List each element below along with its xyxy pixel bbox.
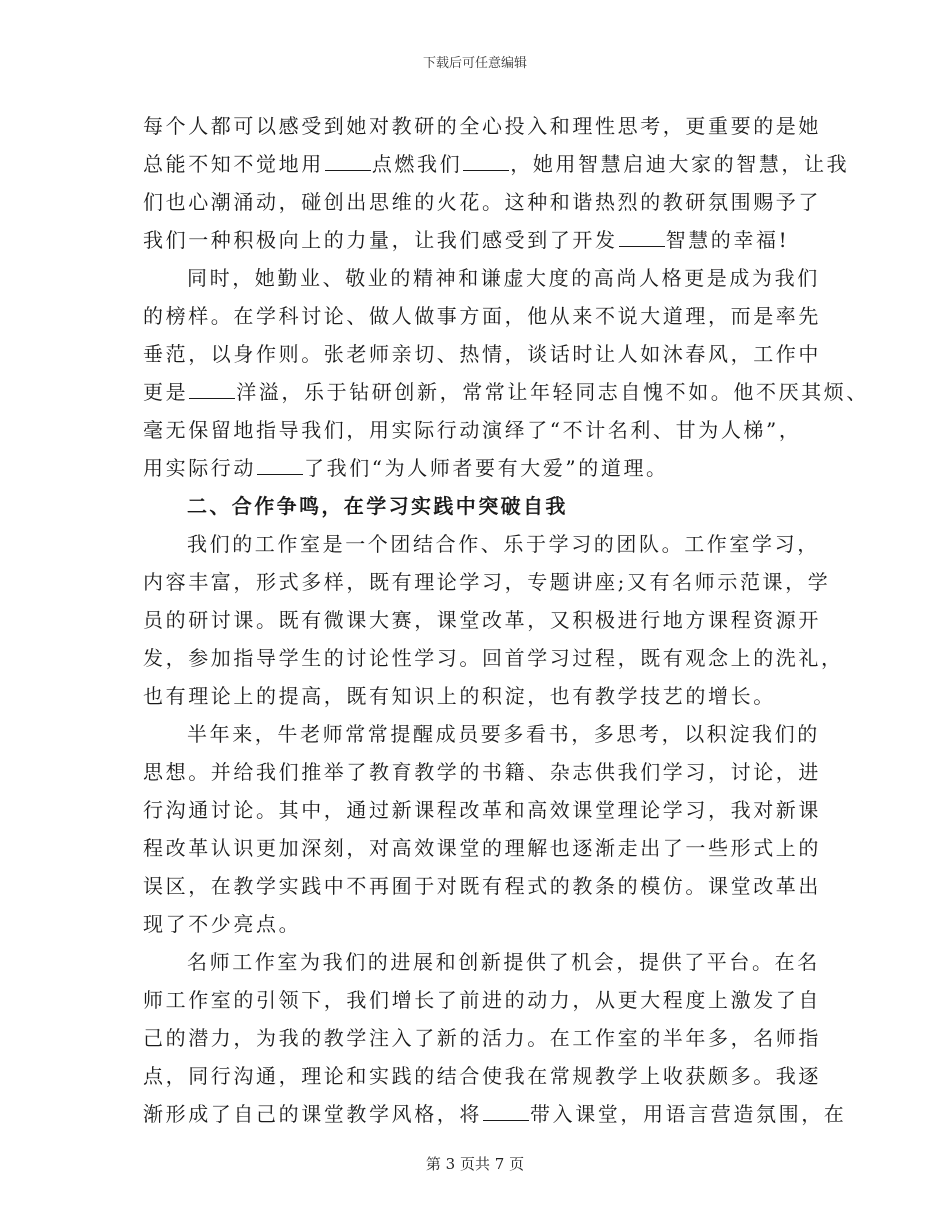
text-segment: 总能不知不觉地用 (143, 152, 324, 176)
fill-in-blank (325, 169, 371, 171)
text-line (143, 1095, 847, 1133)
fill-in-blank (483, 1119, 529, 1121)
text-segment: 毫无保留地指导我们，用实际行动演绎了“不计名利、甘为人梯”， (143, 418, 802, 442)
text-segment: 洋溢，乐于钻研创新，常常让年轻同志自愧不如。他不厌其烦、 (236, 380, 870, 404)
text-line (143, 677, 813, 715)
text-line (143, 335, 821, 373)
text-segment: 内容丰富，形式多样，既有理论学习，专题讲座;又有名师示范课，学 (143, 570, 831, 594)
text-segment: 们也心潮涌动，碰创出思维的火花。这种和谐热烈的教研氛围赐予了 (143, 190, 821, 214)
text-line (143, 107, 821, 145)
page-footer: 第 3 页共 7 页 (425, 1155, 525, 1173)
text-segment: 二、合作争鸣，在学习实践中突破自我 (187, 494, 568, 518)
text-line (143, 867, 821, 905)
text-line (143, 943, 820, 981)
text-segment: 己的潜力，为我的教学注入了新的活力。在工作室的半年多，名师指 (143, 1026, 821, 1050)
text-segment: 员的研讨课。既有微课大赛，课堂改革，又积极进行地方课程资源开 (143, 608, 821, 632)
text-segment: 也有理论上的提高，既有知识上的积淀，也有教学技艺的增长。 (143, 684, 776, 708)
text-segment: 现了不少亮点。 (143, 912, 302, 936)
page-header: 下载后可任意编辑 (422, 56, 527, 71)
text-segment: 点燃我们 (371, 152, 463, 176)
text-line (143, 411, 813, 449)
text-segment: 同时，她勤业、敬业的精神和谦虚大度的高尚人格更是成为我们 (187, 266, 820, 290)
text-line (143, 259, 820, 297)
fill-in-blank (257, 473, 303, 475)
text-segment: 我们一种积极向上的力量，让我们感受到了开发 (143, 228, 618, 252)
text-line (143, 563, 831, 601)
text-line (143, 145, 850, 183)
text-line (143, 905, 813, 943)
text-segment: 行沟通讨论。其中，通过新课程改革和高效课堂理论学习，我对新课 (143, 798, 821, 822)
text-segment: 师工作室的引领下，我们增长了前进的动力，从更大程度上激发了自 (143, 988, 821, 1012)
text-segment: ，她用智慧启迪大家的智慧，让我 (510, 152, 850, 176)
text-line (143, 981, 821, 1019)
text-segment: 点，同行沟通，理论和实践的结合使我在常规教学上收获颇多。我逐 (143, 1064, 821, 1088)
text-line (143, 297, 821, 335)
text-line (143, 601, 821, 639)
text-segment: 思想。并给我们推举了教育教学的书籍、杂志供我们学习，讨论，进 (143, 760, 821, 784)
section-heading (143, 487, 813, 525)
fill-in-blank (189, 397, 235, 399)
text-segment: 每个人都可以感受到她对教研的全心投入和理性思考，更重要的是她 (143, 114, 821, 138)
text-segment: 发，参加指导学生的讨论性学习。回首学习过程，既有观念上的洗礼， (143, 646, 844, 670)
text-line (143, 639, 844, 677)
text-segment: 名师工作室为我们的进展和创新提供了机会，提供了平台。在名 (187, 950, 820, 974)
text-line (143, 753, 821, 791)
text-line (143, 791, 821, 829)
text-segment: 半年来，牛老师常常提醒成员要多看书，多思考，以积淀我们的 (187, 722, 820, 746)
document-body (143, 107, 870, 1133)
text-line (143, 1019, 821, 1057)
text-segment: 智慧的幸福! (665, 228, 790, 252)
text-segment: 了我们“为人师者要有大爱”的道理。 (304, 456, 669, 480)
text-line (143, 221, 813, 259)
text-segment: 的榜样。在学科讨论、做人做事方面，他从来不说大道理，而是率先 (143, 304, 821, 328)
text-line (143, 373, 870, 411)
text-segment: 用实际行动 (143, 456, 256, 480)
text-line (143, 1057, 821, 1095)
fill-in-blank (463, 169, 509, 171)
fill-in-blank (619, 245, 665, 247)
text-segment: 更是 (143, 380, 189, 404)
text-segment: 带入课堂，用语言营造氛围，在 (530, 1102, 847, 1126)
text-segment: 误区，在教学实践中不再囿于对既有程式的教条的模仿。课堂改革出 (143, 874, 821, 898)
text-line (143, 829, 821, 867)
text-segment: 程改革认识更加深刻，对高效课堂的理解也逐渐走出了一些形式上的 (143, 836, 821, 860)
text-segment: 渐形成了自己的课堂教学风格，将 (143, 1102, 482, 1126)
text-segment: 垂范，以身作则。张老师亲切、热情，谈话时让人如沐春风，工作中 (143, 342, 821, 366)
text-line (143, 525, 820, 563)
text-segment: 我们的工作室是一个团结合作、乐于学习的团队。工作室学习， (187, 532, 820, 556)
text-line (143, 183, 821, 221)
text-line (143, 715, 820, 753)
text-line (143, 449, 813, 487)
